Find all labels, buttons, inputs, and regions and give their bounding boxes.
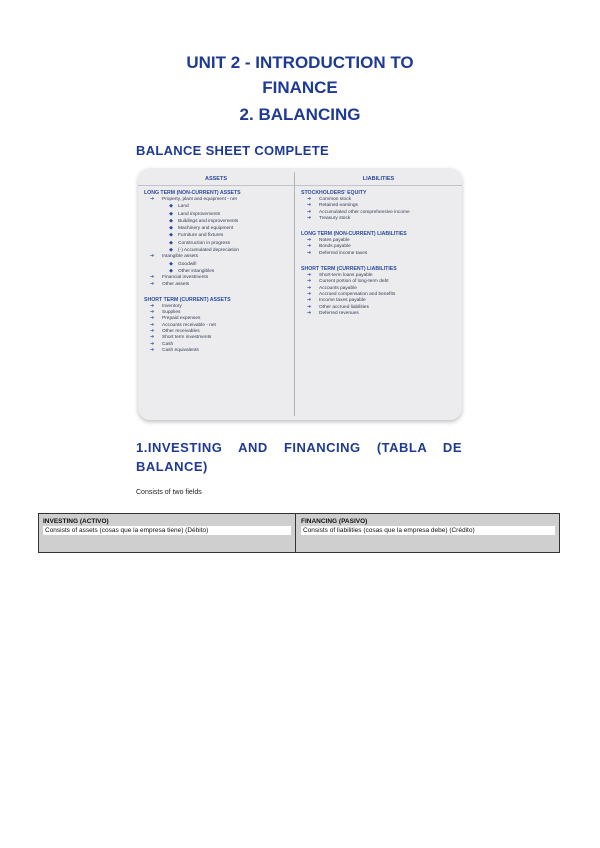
diamond-bullet-icon: ◆ xyxy=(169,225,173,232)
assets-title: ASSETS xyxy=(138,172,294,186)
list-item-label: Other accrued liabilities xyxy=(319,304,369,310)
arrow-icon: ➔ xyxy=(306,298,312,304)
list-item-label: Accrued compensation and benefits xyxy=(319,291,396,297)
arrow-icon: ➔ xyxy=(306,291,312,297)
list-item-label: Short-term loans payable xyxy=(319,273,373,279)
arrow-icon: ➔ xyxy=(149,303,155,309)
arrow-icon: ➔ xyxy=(149,316,155,322)
diamond-bullet-icon: ◆ xyxy=(169,260,173,267)
arrow-icon: ➔ xyxy=(306,215,312,221)
diamond-bullet-icon: ◆ xyxy=(169,232,173,239)
list-item-label: Cash equivalents xyxy=(162,347,199,353)
list-item-label: Land xyxy=(178,204,189,210)
long-term-liabilities-list xyxy=(295,238,462,257)
list-item-label: Other receivables xyxy=(162,329,200,335)
arrow-icon: ➔ xyxy=(306,310,312,316)
list-item-label: Prepaid expenses xyxy=(162,316,201,322)
list-item-label: Furniture and fixtures xyxy=(178,233,224,239)
list-item xyxy=(138,218,294,225)
financing-header: FINANCING (PASIVO) xyxy=(301,518,368,525)
balance-sheet-figure xyxy=(138,168,462,420)
list-item-label: Notes payable xyxy=(319,238,350,244)
page-subtitle: 2. BALANCING xyxy=(239,105,361,124)
list-item-label: Goodwill xyxy=(178,261,197,267)
arrow-icon: ➔ xyxy=(149,310,155,316)
arrow-icon: ➔ xyxy=(149,335,155,341)
list-item-label: Treasury stock xyxy=(319,215,351,221)
list-item-label: Other assets xyxy=(162,281,190,287)
arrow-icon: ➔ xyxy=(149,281,155,287)
arrow-icon: ➔ xyxy=(306,203,312,209)
arrow-icon: ➔ xyxy=(306,238,312,244)
long-term-assets-list xyxy=(138,197,294,288)
list-item-label: Inventory xyxy=(162,303,182,309)
list-item-label: Cash xyxy=(162,341,174,347)
short-term-liabilities-title: SHORT TERM (CURRENT) LIABILITIES xyxy=(301,266,397,273)
equity-title: STOCKHOLDERS' EQUITY xyxy=(301,190,367,196)
section-heading: 1.INVESTING AND FINANCING (TABLA DE BALANCE) xyxy=(136,440,462,474)
arrow-icon: ➔ xyxy=(306,273,312,279)
arrow-icon: ➔ xyxy=(306,197,312,202)
list-item-label: Income taxes payable xyxy=(319,298,366,304)
list-item-label: Machinery and equipment xyxy=(178,226,234,232)
investing-cell xyxy=(39,514,296,552)
diamond-bullet-icon: ◆ xyxy=(169,217,173,224)
list-item-label: Land improvements xyxy=(178,211,221,217)
investing-text: Consists of assets (cosas que la empresa tiene) (Débito) xyxy=(43,526,291,535)
list-item xyxy=(138,225,294,232)
list-item xyxy=(138,348,294,354)
arrow-icon: ➔ xyxy=(306,279,312,285)
arrow-icon: ➔ xyxy=(149,275,155,281)
list-item-label: Financial investments xyxy=(162,275,209,281)
arrow-icon: ➔ xyxy=(149,254,155,260)
arrow-icon: ➔ xyxy=(306,244,312,250)
financing-text: Consists of liabilities (cosas que la empresa debe) (Crédito) xyxy=(301,526,555,535)
long-term-liabilities-title: LONG TERM (NON-CURRENT) LIABILITIES xyxy=(301,231,407,238)
short-term-assets-title: SHORT TERM (CURRENT) ASSETS xyxy=(144,296,231,303)
arrow-icon: ➔ xyxy=(149,347,155,353)
list-item xyxy=(295,311,462,317)
arrow-icon: ➔ xyxy=(306,250,312,256)
section-caption: Consists of two fields xyxy=(136,489,202,496)
list-item xyxy=(138,211,294,218)
balance-sheet-heading: BALANCE SHEET COMPLETE xyxy=(136,143,329,158)
liabilities-column xyxy=(295,168,462,420)
short-term-assets-list xyxy=(138,304,294,354)
list-item-label: Bonds payable xyxy=(319,244,351,250)
list-item-label: Accounts payable xyxy=(319,285,357,291)
arrow-icon: ➔ xyxy=(149,322,155,328)
long-term-assets-title: LONG TERM (NON-CURRENT) ASSETS xyxy=(144,190,241,196)
list-item xyxy=(138,232,294,239)
list-item xyxy=(138,240,294,247)
assets-column xyxy=(138,168,294,420)
investing-header: INVESTING (ACTIVO) xyxy=(43,518,109,525)
list-item-label: Current portion of long-term debt xyxy=(319,279,389,285)
arrow-icon: ➔ xyxy=(149,197,155,202)
list-item-label: Retained earnings xyxy=(319,203,358,209)
list-item-label: Accumulated other comprehensive income xyxy=(319,209,410,215)
list-item-label: Buildings and improvements xyxy=(178,218,239,224)
financing-cell xyxy=(297,514,559,552)
diamond-bullet-icon: ◆ xyxy=(169,203,173,210)
list-item-label: Short term investments xyxy=(162,335,212,341)
arrow-icon: ➔ xyxy=(306,304,312,310)
list-item-label: Supplies xyxy=(162,310,181,316)
equity-list xyxy=(295,197,462,222)
list-item-label: Other intangibles xyxy=(178,268,215,274)
short-term-liabilities-list xyxy=(295,273,462,317)
list-item-label: Construction in progress xyxy=(178,240,230,246)
page-title-line-2: FINANCE xyxy=(262,78,338,97)
arrow-icon: ➔ xyxy=(149,341,155,347)
arrow-icon: ➔ xyxy=(306,285,312,291)
arrow-icon: ➔ xyxy=(149,329,155,335)
list-item xyxy=(138,203,294,210)
list-item-label: Accounts receivable - net xyxy=(162,322,216,328)
list-item xyxy=(138,261,294,268)
diamond-bullet-icon: ◆ xyxy=(169,239,173,246)
investing-financing-table xyxy=(38,513,560,553)
list-item-label: (-) Accumulated depreciation xyxy=(178,248,240,254)
list-item-label: Intangible assets xyxy=(162,254,199,260)
list-item-label: Property, plant and equipment - net xyxy=(162,197,237,202)
diamond-bullet-icon: ◆ xyxy=(169,247,173,254)
diamond-bullet-icon: ◆ xyxy=(169,267,173,274)
diamond-bullet-icon: ◆ xyxy=(169,210,173,217)
arrow-icon: ➔ xyxy=(306,209,312,215)
list-item-label: Common stock xyxy=(319,197,351,202)
page-title-line-1: UNIT 2 - INTRODUCTION TO xyxy=(186,53,414,72)
liabilities-title: LIABILITIES xyxy=(295,172,462,186)
list-item-label: Deferred income taxes xyxy=(319,250,368,256)
list-item-label: Deferred revenues xyxy=(319,310,359,316)
